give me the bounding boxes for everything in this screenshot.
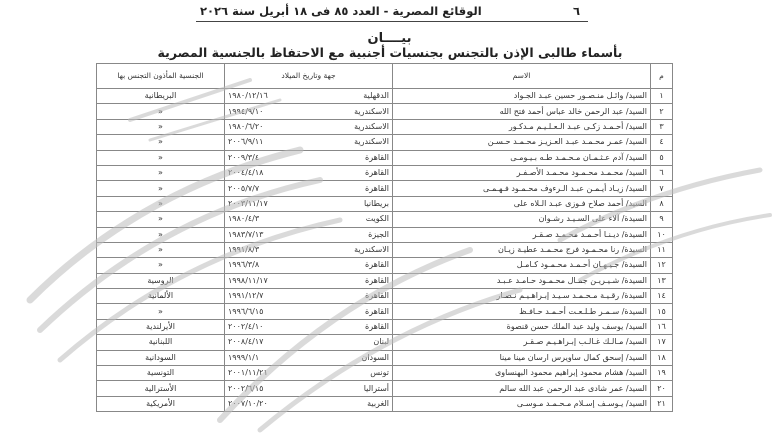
birth-date: ١٩٩١/٨/٣: [228, 245, 260, 255]
row-number: ٥: [651, 150, 673, 165]
row-number: ١٥: [651, 304, 673, 319]
row-number: ٢: [651, 104, 673, 119]
birth-date: ١٩٨٠/١٢/١٦: [228, 91, 268, 101]
birth-place-date: [225, 350, 393, 365]
table-row: [97, 104, 673, 119]
applicant-name: السيد/ أحمد صلاح فـوزى عبـد الـلاه على: [393, 196, 651, 211]
birth-date: ٢٠٠٥/٧/٧: [228, 183, 260, 193]
applicant-name: السيدة/ جـيـهـان أحـمـد محـمـود كـامـل: [393, 258, 651, 273]
table-row: [97, 181, 673, 196]
table-row: [97, 227, 673, 242]
nationality: «: [97, 104, 225, 119]
birth-date: ٢٠٠٧/١٠/٢٠: [228, 399, 268, 408]
table-row: [97, 119, 673, 134]
row-number: ١٩: [651, 366, 673, 381]
table-row: [97, 273, 673, 288]
birth-place-date: [225, 104, 393, 119]
table-header-row: [97, 64, 673, 89]
applicant-name: السيد/ أحـمـد زكـى عبـد الـعـلـيـم مـدكـور: [393, 119, 651, 134]
birth-place: السودان: [361, 352, 389, 362]
page-number: ٦: [572, 4, 580, 18]
applicant-name: السيد/ آدم عـثـمـان مـحـمـد طـه بـيـومـى: [393, 150, 651, 165]
nationality: الألمانية: [97, 289, 225, 304]
birth-place: لبنان: [373, 337, 389, 347]
birth-place: القاهرة: [365, 168, 389, 178]
birth-place: القاهرة: [365, 291, 389, 301]
birth-date: ١٩٨٠/٤/٣: [228, 214, 260, 224]
birth-place-date: [225, 227, 393, 242]
birth-place-date: [225, 89, 393, 104]
header-rule: [196, 21, 588, 22]
table-row: [97, 212, 673, 227]
applicant-name: السيد/ مـالـك غـالـب إبـراهـيـم صـقـر: [393, 335, 651, 350]
nationality: البريطانية: [97, 89, 225, 104]
applicant-name: السيد/ يوسف وليد عبد الملك حسن قنصوة: [393, 319, 651, 334]
row-number: ٦: [651, 165, 673, 180]
birth-place-date: [225, 196, 393, 211]
applicant-name: السيدة/ شـيـريـن جمـال محـمـود حـامـد عـبـد: [393, 273, 651, 288]
header-num: م: [651, 64, 673, 89]
birth-place-date: [225, 242, 393, 257]
row-number: ٧: [651, 181, 673, 196]
row-number: ٤: [651, 135, 673, 150]
table-row: [97, 381, 673, 396]
birth-place: الاسكندرية: [354, 106, 389, 116]
birth-place-date: [225, 150, 393, 165]
nationality: الأمريكية: [97, 396, 225, 411]
nationality: السودانية: [97, 350, 225, 365]
table-row: [97, 150, 673, 165]
nationality: الأسترالية: [97, 381, 225, 396]
birth-place-date: [225, 273, 393, 288]
nationality: «: [97, 196, 225, 211]
nationality: اللبنانية: [97, 335, 225, 350]
header-birth: جهة وتاريخ الميلاد: [225, 64, 393, 89]
birth-date: ٢٠٠١/١١/٢١: [228, 368, 268, 378]
table-row: [97, 242, 673, 257]
row-number: ١١: [651, 242, 673, 257]
table-row: [97, 396, 673, 411]
nationality: «: [97, 227, 225, 242]
birth-place: تونس: [370, 368, 389, 378]
row-number: ٢١: [651, 396, 673, 411]
nationality: «: [97, 119, 225, 134]
table-row: [97, 319, 673, 334]
row-number: ١٠: [651, 227, 673, 242]
birth-date: ١٩٩٨/١١/١٧: [228, 275, 268, 285]
table-row: [97, 350, 673, 365]
birth-date: ٢٠٠٨/٤/١٧: [228, 337, 264, 347]
birth-place: الاسكندرية: [354, 121, 389, 131]
birth-place-date: [225, 258, 393, 273]
birth-date: ١٩٩٦/٣/٨: [228, 260, 260, 270]
birth-place-date: [225, 181, 393, 196]
table-row: [97, 289, 673, 304]
applicant-name: السيد/ إسحق كمال ساويرس ارسان مينا مينا: [393, 350, 651, 365]
birth-date: ٢٠٠٤/٤/١٨: [228, 168, 264, 178]
birth-place-date: [225, 319, 393, 334]
applicant-name: السيدة/ سـمـر طـلـعـت أحـمـد حـافـظ: [393, 304, 651, 319]
birth-place-date: [225, 304, 393, 319]
row-number: ١: [651, 89, 673, 104]
birth-place: القاهرة: [365, 260, 389, 270]
birth-place: القاهرة: [365, 306, 389, 316]
applicant-name: السيدة/ رقـيـة مـحـمـد سـيـد إبـراهـيـم نـصـار: [393, 289, 651, 304]
nationality: «: [97, 165, 225, 180]
table-row: [97, 258, 673, 273]
birth-place-date: [225, 289, 393, 304]
birth-place-date: [225, 381, 393, 396]
nationality: «: [97, 150, 225, 165]
row-number: ١٢: [651, 258, 673, 273]
applicant-name: السيد/ عبد الرحمن خالد عباس أحمد فتح الله: [393, 104, 651, 119]
table-row: [97, 366, 673, 381]
table-row: [97, 135, 673, 150]
row-number: ١٧: [651, 335, 673, 350]
table-row: [97, 89, 673, 104]
birth-place: بريطانيا: [364, 198, 389, 208]
birth-date: ٢٠٠٢/٤/١٠: [228, 322, 264, 332]
birth-place: الاسكندرية: [354, 137, 389, 147]
nationality: «: [97, 135, 225, 150]
applicants-table: [96, 63, 673, 412]
birth-place-date: [225, 396, 393, 411]
birth-date: ٢٠٠٩/٣/٤: [228, 152, 260, 162]
nationality: الروسية: [97, 273, 225, 288]
birth-place: القاهرة: [365, 275, 389, 285]
birth-place: الاسكندرية: [354, 245, 389, 255]
table-body: [97, 89, 673, 412]
birth-date: ٢٠٠٢/٦/١٥: [228, 383, 264, 393]
table-row: [97, 335, 673, 350]
row-number: ٨: [651, 196, 673, 211]
birth-place: القاهرة: [365, 322, 389, 332]
applicant-name: السيد/ يـوسـف إسـلام مـحـمـد مـوسـى: [393, 396, 651, 411]
birth-date: ١٩٨٣/٧/١٣: [228, 229, 264, 239]
birth-place-date: [225, 135, 393, 150]
row-number: ٣: [651, 119, 673, 134]
header-name: الاسم: [393, 64, 651, 89]
page-title: بيــــان: [367, 31, 412, 46]
birth-place: القاهرة: [365, 183, 389, 193]
birth-place: الجيزة: [368, 229, 389, 239]
birth-place-date: [225, 366, 393, 381]
birth-place: القاهرة: [365, 152, 389, 162]
applicant-name: السيد/ هشام محمود إبراهيم محمود البهنساوى: [393, 366, 651, 381]
applicant-name: السيدة/ آلاء على السـيـد رشـوان: [393, 212, 651, 227]
birth-place: الكويت: [365, 214, 389, 224]
row-number: ١٦: [651, 319, 673, 334]
applicant-name: السيد/ عمر شادى عبد الرحمن عبد الله سالم: [393, 381, 651, 396]
birth-place: الدقهلية: [363, 91, 389, 101]
birth-date: ٢٠٠٣/١١/١٧: [228, 198, 268, 208]
header-nationality: الجنسية المأذون التجنس بها: [97, 64, 225, 89]
applicant-name: السيد/ وائـل منـصـور حسين عبـد الجـواد: [393, 89, 651, 104]
nationality: التونسية: [97, 366, 225, 381]
birth-place: أستراليا: [363, 383, 389, 393]
row-number: ١٨: [651, 350, 673, 365]
birth-place-date: [225, 212, 393, 227]
page-subtitle: بأسماء طالبى الإذن بالتجنس بجنسيات أجنبية مع الاحتفاظ بالجنسية المصرية: [157, 45, 623, 60]
row-number: ٩: [651, 212, 673, 227]
applicant-name: السيدة/ ديـنـا أحـمـد محـمـد صـقـر: [393, 227, 651, 242]
applicant-name: السيد/ زيـاد أيـمـن عبـد الـرءوف محـمـود فـهـمـى: [393, 181, 651, 196]
applicant-name: السيد/ عمـر محـمـد عبـد العـزيـز محـمـد حـسـن: [393, 135, 651, 150]
birth-place: الغربية: [367, 399, 389, 408]
birth-date: ١٩٩٩/١/١: [228, 352, 260, 362]
applicant-name: السيدة/ رنا محـمـود فرج محـمـد عطيـة زيـان: [393, 242, 651, 257]
table-row: [97, 304, 673, 319]
nationality: الأيرلندية: [97, 319, 225, 334]
nationality: «: [97, 242, 225, 257]
nationality: «: [97, 258, 225, 273]
table-row: [97, 196, 673, 211]
birth-place-date: [225, 119, 393, 134]
row-number: ٢٠: [651, 381, 673, 396]
birth-date: ١٩٩٤/٩/١٠: [228, 106, 264, 116]
table-row: [97, 165, 673, 180]
running-head: [200, 4, 580, 20]
birth-place-date: [225, 335, 393, 350]
applicant-name: السيد/ محـمـد محـمـود محـمـد الأصـفـر: [393, 165, 651, 180]
nationality: «: [97, 212, 225, 227]
row-number: ١٣: [651, 273, 673, 288]
birth-date: ١٩٩٦/٦/١٥: [228, 306, 264, 316]
gazette-issue-line: الوقائع المصرية - العدد ٨٥ فى ١٨ أبريل سنة ٢٠٢٦: [200, 4, 482, 18]
nationality: «: [97, 304, 225, 319]
birth-date: ١٩٩١/١٢/٧: [228, 291, 264, 301]
birth-place-date: [225, 165, 393, 180]
nationality: «: [97, 181, 225, 196]
birth-date: ١٩٨٠/٦/٢٠: [228, 121, 264, 131]
birth-date: ٢٠٠٦/٩/١١: [228, 137, 264, 147]
row-number: ١٤: [651, 289, 673, 304]
